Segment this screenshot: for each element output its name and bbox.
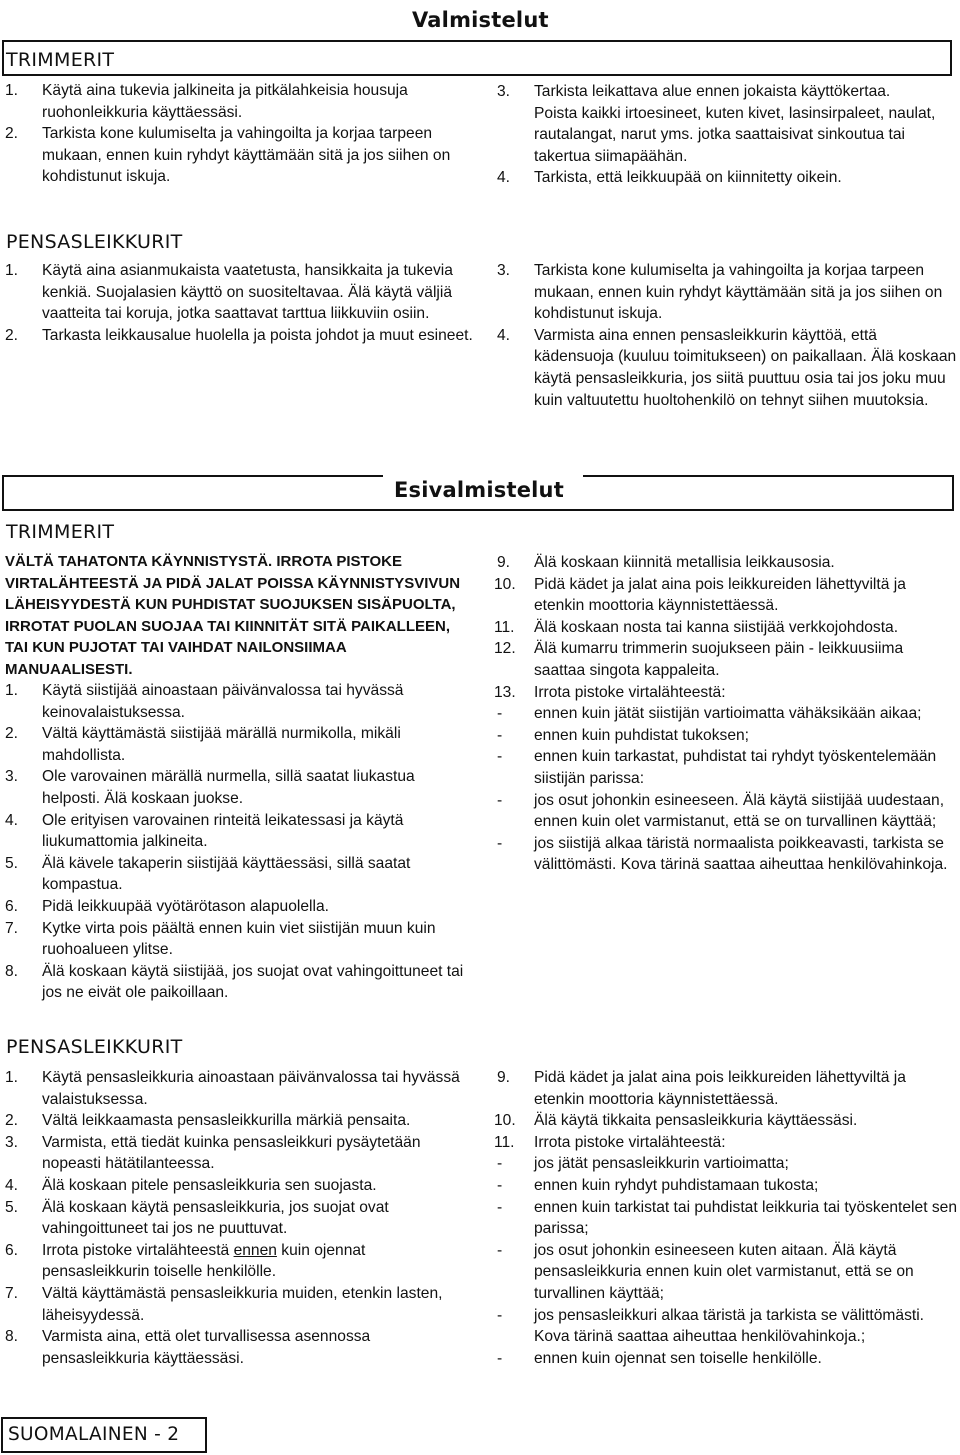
item-text: Kytke virta pois päältä ennen kuin viet siistijän muun kuin ruohoalueen ylitse. [42, 919, 436, 959]
item-text: Tarkista kone kulumiselta ja vahingoilta ja korjaa tarpeen mukaan, ennen kuin ryhdyt käyttämään sitä ja jos siihen on kohdistunut iskuja. [534, 262, 943, 323]
list-item [5, 325, 473, 347]
section-title-valmistelut [400, 4, 600, 38]
list-item [497, 552, 957, 574]
item-text: ennen kuin tarkistat tai puhdistat leikkuria tai työskentelet sen parissa; [534, 1198, 958, 1238]
item-text: kuin ojennat pensasleikkurin toiselle henkilölle. [42, 1241, 366, 1281]
list-item [5, 723, 470, 766]
item-number: 2. [5, 1112, 19, 1130]
item-text: ennen kuin ryhdyt puhdistamaan tukosta; [534, 1176, 819, 1194]
list-item [5, 1197, 470, 1240]
list-item [5, 260, 473, 325]
item-number: 5. [5, 854, 19, 872]
valmistelut-title: Valmistelut [412, 8, 549, 32]
item-number: 1. [5, 82, 19, 99]
prep-pensas-right [497, 260, 959, 411]
list-item [5, 961, 470, 1004]
item-text: Käytä aina asianmukaista vaatetusta, hansikkaita ja tukevia kenkiä. Suojalasien käyttö on suositeltavaa. Älä käytä väljiä vaatteita tai koruja, jotka saattavat tarttua liikkuviin osiin. [42, 262, 453, 323]
item-number: 3. [497, 262, 511, 279]
item-text: Varmista aina, että olet turvallisessa asennossa pensasleikkuria käyttäessäsi. [42, 1328, 371, 1367]
item-text: Älä koskaan pitele pensasleikkuria sen suojasta. [42, 1176, 377, 1194]
item-number: 6. [5, 1241, 19, 1259]
list-item [5, 810, 470, 853]
item-text: Vältä leikkaamasta pensasleikkurilla märkiä pensaita. [42, 1112, 411, 1130]
esivalmistelut-title: Esivalmistelut [394, 478, 564, 502]
item-text: ennen kuin jätät siistijän vartioimatta vähäksikään aikaa; [534, 705, 922, 723]
trimmerit-heading-2: TRIMMERIT [6, 521, 115, 543]
item-text: Pidä kädet ja jalat aina pois leikkureiden lähettyviltä ja etenkin moottoria käynnistettäessä. [534, 575, 906, 615]
item-number: 3. [5, 1133, 19, 1151]
list-item [5, 896, 470, 918]
item-text: Tarkista, että leikkuupää on kiinnitetty oikein. [534, 169, 842, 187]
item-text: Ole erityisen varovainen rinteitä leikatessasi ja käytä liukumattomia jalkineita. [42, 811, 404, 851]
list-item [494, 617, 957, 639]
footer-text: SUOMALAINEN - 2 [8, 1424, 180, 1445]
list-item [5, 680, 470, 723]
list-item [5, 1175, 470, 1197]
item-text: Tarkasta leikkausalue huolella ja poista johdot ja muut esineet. [42, 326, 473, 344]
dash-marker: - [497, 791, 503, 809]
item-number: 12. [494, 640, 516, 658]
item-text: Käytä siistijää ainoastaan päivänvalossa tai hyvässä keinovalaistuksessa. [42, 682, 404, 721]
item-text: Ole varovainen märällä nurmella, sillä saatat liukastua helposti. Älä koskaan juokse. [42, 768, 415, 807]
item-number: 1. [5, 1069, 19, 1086]
esi-trimmerit-left [5, 551, 470, 1004]
section-title-esivalmistelut [383, 474, 583, 508]
prep-trimmerit-left [5, 80, 470, 188]
warning-text: VÄLTÄ TAHATONTA KÄYNNISTYSTÄ. IRROTA PISTOKE VIRTALÄHTEESTÄ JA PIDÄ JALAT POISSA KÄYNNISTYSVIVUN LÄHEISYYDESTÄ KUN PUHDISTAT SUOJUKSEN SISÄPUOLTA, IRROTAT PUOLAN SUOJAA TAI KIINNITÄT SITÄ PAIKALLEEN, TAI KUN PUJOTAT TAI VAIHDAT NAILONSIIMAA MANUAALISESTI. [5, 553, 461, 678]
prep-pensas-left [5, 260, 473, 346]
dash-item [497, 1240, 957, 1305]
item-text: jos siistijä alkaa täristä normaalista poikkeavasti, tarkista se välittömästi. Kova tärinä saattaa aiheuttaa henkilövahinkoja. [534, 834, 948, 874]
item-text: Irrota pistoke virtalähteestä: [534, 683, 726, 701]
list-item [5, 80, 470, 123]
item-number: 7. [5, 1284, 19, 1302]
item-number: 6. [5, 897, 19, 915]
dash-item [497, 703, 957, 725]
item-text: Käytä aina tukevia jalkineita ja pitkälahkeisia housuja ruohonleikkuria käyttäessäsi. [42, 82, 408, 121]
item-text: Älä kumarru trimmerin suojukseen päin - leikkuusiima saattaa singota kappaleita. [534, 640, 904, 679]
item-number: 2. [5, 125, 19, 143]
list-item [5, 1283, 470, 1326]
dash-item [497, 790, 957, 833]
item-number: 9. [497, 554, 511, 571]
item-number: 4. [5, 1176, 19, 1194]
list-item [494, 638, 957, 681]
item-number: 9. [497, 1069, 511, 1086]
item-text: Älä koskaan käytä siistijää, jos suojat ovat vahingoittuneet tai jos ne eivät ole paikoillaan. [42, 962, 464, 1002]
item-text: jos osut johonkin esineeseen kuten aitaan. Älä käytä pensasleikkuria ennen kuin olet varmistanut, että se on turvallinen käyttää; [534, 1241, 914, 1302]
item-number: 1. [5, 682, 19, 699]
dash-marker: - [497, 1349, 503, 1367]
dash-marker: - [497, 834, 503, 852]
list-item [5, 1326, 470, 1369]
item-number: 4. [497, 326, 511, 344]
dash-item [497, 1305, 957, 1348]
item-text: Älä koskaan kiinnitä metallisia leikkausosia. [534, 554, 835, 571]
item-text: Vältä käyttämästä pensasleikkuria muiden, etenkin lasten, läheisyydessä. [42, 1284, 443, 1324]
item-number: 13. [494, 683, 516, 701]
dash-item [497, 833, 957, 876]
item-number: 3. [5, 768, 19, 786]
esi-trimmerit-right [494, 552, 957, 876]
pensasleikkurit-heading-2: PENSASLEIKKURIT [6, 1036, 183, 1058]
dash-marker: - [497, 1155, 503, 1173]
page-footer-label [1, 1417, 207, 1453]
item-number: 2. [5, 725, 19, 743]
list-item [494, 1110, 957, 1132]
item-text: Irrota pistoke virtalähteestä: [534, 1133, 726, 1151]
list-item [5, 918, 470, 961]
dash-marker: - [497, 1198, 503, 1216]
item-text: Pidä kädet ja jalat aina pois leikkureiden lähettyviltä ja etenkin moottoria käynnistettäessä. [534, 1069, 906, 1108]
list-item [5, 123, 470, 188]
list-item [494, 682, 957, 704]
item-text: jos pensasleikkuri alkaa täristä ja tarkista se välittömästi. Kova tärinä saattaa aiheuttaa henkilövahinkoja.; [534, 1306, 925, 1346]
item-text: Irrota pistoke virtalähteestä [42, 1241, 234, 1259]
section-header-valmistelut [2, 40, 952, 76]
list-item [497, 1067, 957, 1110]
item-number: 3. [497, 83, 511, 100]
item-number: 11. [494, 1133, 515, 1151]
item-text: ennen kuin ojennat sen toiselle henkilölle. [534, 1349, 822, 1367]
trimmerit-heading-1: TRIMMERIT [6, 49, 115, 71]
list-item [5, 1132, 470, 1175]
prep-trimmerit-right [497, 81, 937, 189]
item-text: Älä koskaan nosta tai kanna siistijää verkkojohdosta. [534, 618, 899, 636]
dash-item [497, 725, 957, 747]
list-item [494, 1132, 957, 1154]
item-text: jos osut johonkin esineeseen. Älä käytä siistijää uudestaan, ennen kuin olet varmistanut, että se on turvallinen käyttää; [534, 791, 945, 831]
dash-marker: - [497, 748, 503, 766]
item-number: 1. [5, 262, 19, 279]
item-number: 5. [5, 1198, 19, 1216]
esi-pensas-right [494, 1067, 958, 1369]
item-number: 11. [494, 618, 515, 636]
item-number: 4. [5, 811, 19, 829]
esi-pensas-left [5, 1067, 470, 1369]
dash-item [497, 1197, 957, 1240]
list-item [497, 167, 937, 189]
item-number: 8. [5, 1328, 19, 1346]
dash-marker: - [497, 1241, 503, 1259]
list-item [5, 1110, 470, 1132]
pensasleikkurit-heading-1: PENSASLEIKKURIT [6, 231, 183, 253]
item-text: jos jätät pensasleikkurin vartioimatta; [534, 1155, 789, 1173]
dash-item [497, 1153, 957, 1175]
item-number: 4. [497, 169, 511, 187]
dash-item [497, 1348, 957, 1370]
list-item [5, 853, 470, 896]
list-item [497, 81, 937, 167]
list-item [494, 574, 957, 617]
list-item [5, 766, 470, 809]
dash-marker: - [497, 705, 503, 723]
list-item [5, 1240, 470, 1283]
item-text: Älä käytä tikkaita pensasleikkuria käyttäessäsi. [534, 1112, 858, 1130]
dash-marker: - [497, 1306, 503, 1324]
dash-marker: - [497, 1176, 503, 1194]
dash-item [497, 746, 957, 789]
list-item [497, 260, 959, 325]
item-number: 10. [494, 1112, 516, 1130]
item-number: 7. [5, 919, 19, 937]
item-number: 10. [494, 575, 516, 593]
item-text: Älä kävele takaperin siistijää käyttäessäsi, sillä saatat kompastua. [42, 854, 411, 894]
list-item [497, 325, 959, 411]
item-number: 8. [5, 962, 19, 980]
item-text: Käytä pensasleikkuria ainoastaan päivänvalossa tai hyvässä valaistuksessa. [42, 1069, 460, 1108]
item-text: Vältä käyttämästä siistijää märällä nurmikolla, mikäli mahdollista. [42, 725, 401, 764]
item-text: Tarkista leikattava alue ennen jokaista käyttökertaa. Poista kaikki irtoesineet, kuten kivet, lasinsirpaleet, naulat, rautalangat, narut yms. jotka saattaisivat sinkoutua tai takertua siimapäähän. [534, 83, 936, 165]
item-text: Tarkista kone kulumiselta ja vahingoilta ja korjaa tarpeen mukaan, ennen kuin ryhdyt käyttämään sitä ja jos siihen on kohdistunut iskuja. [42, 125, 451, 186]
item-text: Varmista aina ennen pensasleikkurin käyttöä, että kädensuoja (kuuluu toimitukseen) on paikallaan. Älä koskaan käytä pensasleikkuria, jos siitä puuttuu osia tai jos joku muu kuin valtuutettu huoltohenkilö on tehnyt siihen muutoksia. [534, 326, 957, 409]
item-number: 2. [5, 326, 19, 344]
item-text: Pidä leikkuupää vyötärötason alapuolella. [42, 897, 329, 915]
item-text: ennen kuin tarkastat, puhdistat tai ryhdyt työskentelemään siistijän parissa: [534, 748, 937, 787]
list-item [5, 1067, 470, 1110]
dash-marker: - [497, 726, 503, 744]
underlined-word: ennen [233, 1241, 277, 1259]
item-text: Älä koskaan käytä pensasleikkuria, jos suojat ovat vahingoittuneet tai jos ne puuttuvat. [42, 1198, 389, 1238]
item-text: Varmista, että tiedät kuinka pensasleikkuri pysäytetään nopeasti hätätilanteessa. [42, 1133, 421, 1173]
dash-item [497, 1175, 957, 1197]
item-text: ennen kuin puhdistat tukoksen; [534, 726, 750, 744]
